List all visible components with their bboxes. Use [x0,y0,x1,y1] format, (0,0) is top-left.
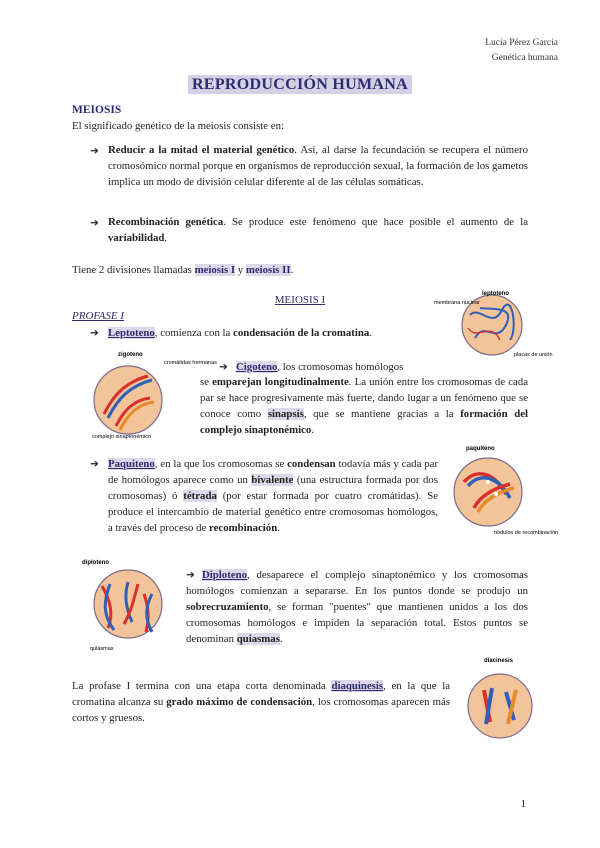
cigoteno-body: se emparejan longitudinalmente. La unión entre los cromosomas de cada par se hace progresivamente más fuerte, dando lugar a un fenómeno que se conoce como sinapsis, que se mantiene gracias a la formación del complejo sinaptonémico. [200,376,528,436]
section-heading-meiosis: MEIOSIS [72,104,122,116]
leptoteno-figure [430,290,553,362]
figure-label: placas de unión [514,352,553,358]
arrow-icon: ➔ [186,570,195,581]
diaquinesis-figure [460,654,540,744]
meiosis1-heading: MEIOSIS I [274,294,326,306]
profase1-heading: PROFASE I [72,310,125,322]
header-author: Lucía Pérez García [485,38,558,48]
figure-label: complejo sinaptonémico [92,434,152,440]
meiosis-intro: El significado genético de la meiosis consiste en: [72,120,284,132]
page-title: REPRODUCCIÓN HUMANA [0,76,600,94]
arrow-icon: ➔ [90,218,99,229]
diploteno-text: Diploteno, desaparece el complejo sinaptonémico y los cromosomas homólogos comienzan a separarse. En los puntos donde se produjo un sobrecruzamiento, se forman "puentes" que mantienen unidos a los dos cromosomas homólogos e impiden la separación total. Estos puntos se denominan quiasmas. [186,569,528,645]
figure-title: diploteno [82,560,109,566]
divisions-text: Tiene 2 divisiones llamadas meiosis I y meiosis II. [72,264,294,276]
bullet-recombination: Recombinación genética. Se produce este fenómeno que hace posible el aumento de la variabilidad. [108,216,528,244]
arrow-icon: ➔ [90,146,99,157]
cigoteno-line1: Cigoteno, los cromosomas homólogos [236,361,404,373]
figure-title: diacinesis [484,658,514,664]
paquiteno-figure [448,442,559,542]
bullet-reduction: Reducir a la mitad el material genético. Así, al darse la fecundación se recupera el número cromosómico normal porque en organismos de reproducción sexual, la formación de los gametos implica un modo de división celular diferente al de las células somáticas. [108,144,528,188]
figure-label: membrana nuclear [434,300,480,306]
leptoteno-text: Leptoteno, comienza con la condensación de la cromatina. [108,327,373,339]
diaquinesis-text: La profase I termina con una etapa corta denominada diaquinesis, en la que la cromatina alcanza su grado máximo de condensación, los cromosomas aparecen más cortos y gruesos. [72,680,450,724]
arrow-icon: ➔ [90,328,99,339]
arrow-icon: ➔ [219,362,228,373]
arrow-icon: ➔ [90,459,99,470]
page-number: 1 [520,798,526,810]
header-subject: Genética humana [491,53,558,63]
diploteno-figure [80,556,180,652]
figure-title: paquiteno [466,446,495,452]
figure-label: cromátidas hermanas [164,360,217,366]
figure-label: quiasmas [90,646,114,652]
figure-label: nódulos de recombinación [494,530,559,536]
figure-title: leptoteno [482,291,509,297]
paquiteno-text: Paquiteno, en la que los cromosomas se condensan todavía más y cada par de homólogos aparece como un bivalente (una estructura formada por dos cromosomas) ó tétrada (por estar formada por cuatro cromátidas). Se produce el intercambio de material genético entre cromosomas homólogos, a través del proceso de recombinación. [108,458,439,534]
cigoteno-figure [90,348,217,440]
figure-title: zigoteno [118,352,143,358]
